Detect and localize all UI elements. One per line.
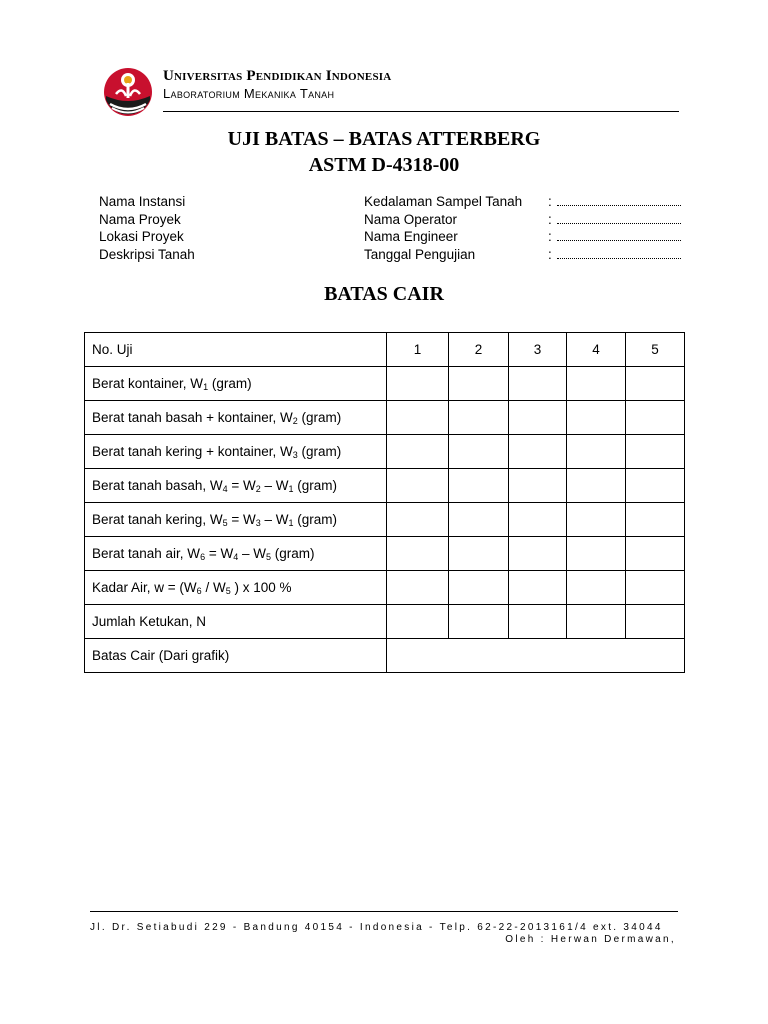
input-cell[interactable] — [509, 503, 567, 537]
final-input-cell[interactable] — [387, 639, 685, 673]
input-cell[interactable] — [387, 537, 449, 571]
subscript: 3 — [292, 450, 298, 460]
section-title: BATAS CAIR — [324, 283, 444, 305]
subscript: 5 — [225, 586, 231, 596]
subscript: 4 — [222, 484, 228, 494]
input-cell[interactable] — [567, 537, 626, 571]
header-label: No. Uji — [92, 342, 133, 357]
table-row — [85, 605, 685, 639]
input-cell[interactable] — [567, 367, 626, 401]
input-cell[interactable] — [626, 571, 685, 605]
input-cell[interactable] — [509, 571, 567, 605]
document-standard: ASTM D-4318-00 — [308, 154, 460, 176]
input-cell[interactable] — [387, 605, 449, 639]
info-row-tanggal — [364, 246, 552, 264]
input-cell[interactable] — [449, 401, 509, 435]
info-row-kedalaman — [364, 193, 552, 211]
info-row-operator — [364, 211, 552, 229]
header-test-number: 3 — [509, 333, 567, 367]
table-row — [85, 469, 685, 503]
input-cell[interactable] — [509, 401, 567, 435]
subscript: 5 — [266, 552, 272, 562]
row-label-part: (gram) — [271, 546, 315, 561]
row-label-part: – W — [238, 546, 266, 561]
input-cell[interactable] — [387, 401, 449, 435]
input-cell[interactable] — [509, 435, 567, 469]
input-cell[interactable] — [387, 503, 449, 537]
row-label-part: ) x 100 % — [230, 580, 292, 595]
input-cell[interactable] — [449, 367, 509, 401]
info-label-instansi: Nama Instansi — [99, 194, 186, 209]
row-label-part: (gram) — [293, 512, 338, 527]
input-cell[interactable] — [626, 367, 685, 401]
info-label-kedalaman: Kedalaman Sampel Tanah — [364, 194, 523, 209]
subscript: 2 — [292, 416, 298, 426]
input-cell[interactable] — [387, 469, 449, 503]
input-cell[interactable] — [387, 571, 449, 605]
final-row-label: Batas Cair (Dari grafik) — [92, 648, 230, 663]
row-label: Berat kontainer, W — [92, 376, 204, 391]
row-label: Berat tanah air, W — [92, 546, 201, 561]
input-cell[interactable] — [449, 503, 509, 537]
info-left-group — [99, 193, 195, 264]
header-test-number: 2 — [449, 333, 509, 367]
info-label-operator: Nama Operator — [364, 211, 458, 227]
row-label-cell — [85, 605, 387, 639]
row-label: Berat tanah basah + kontainer, W — [92, 410, 293, 425]
header-divider — [163, 111, 679, 112]
table-row — [85, 537, 685, 571]
footer-address: Jl. Dr. Setiabudi 229 - Bandung 40154 - Indonesia - Telp. 62-22-2013161/4 ext. 34044 — [90, 922, 663, 933]
info-label-engineer: Nama Engineer — [364, 229, 458, 245]
input-cell[interactable] — [567, 469, 626, 503]
input-cell[interactable] — [626, 435, 685, 469]
fill-in-line-kedalaman[interactable] — [557, 205, 681, 206]
info-label-lokasi: Lokasi Proyek — [99, 229, 184, 245]
row-label-cell — [85, 503, 387, 537]
info-colon: : — [548, 211, 552, 227]
info-label-tanggal: Tanggal Pengujian — [364, 247, 476, 263]
table-row-final — [85, 639, 685, 673]
final-row-label-cell — [85, 639, 387, 673]
input-cell[interactable] — [509, 537, 567, 571]
row-label-cell — [85, 401, 387, 435]
input-cell[interactable] — [509, 469, 567, 503]
info-right-group — [364, 193, 552, 264]
row-label-part: (gram) — [297, 444, 342, 459]
fill-in-line-engineer[interactable] — [557, 240, 681, 241]
input-cell[interactable] — [509, 367, 567, 401]
subscript: 4 — [233, 552, 239, 562]
input-cell[interactable] — [449, 469, 509, 503]
subscript: 1 — [203, 382, 209, 392]
row-label: Berat tanah kering, W — [92, 512, 223, 527]
input-cell[interactable] — [567, 401, 626, 435]
row-label: Jumlah Ketukan, N — [92, 614, 207, 629]
input-cell[interactable] — [626, 605, 685, 639]
row-label-cell — [85, 435, 387, 469]
info-label-deskripsi: Deskripsi Tanah — [99, 247, 195, 263]
footer-divider — [90, 911, 678, 912]
laboratory-name: Laboratorium Mekanika Tanah — [163, 86, 335, 101]
input-cell[interactable] — [449, 605, 509, 639]
document-title: UJI BATAS – BATAS ATTERBERG — [227, 128, 541, 150]
header-test-number: 1 — [387, 333, 449, 367]
input-cell[interactable] — [449, 537, 509, 571]
input-cell[interactable] — [626, 537, 685, 571]
row-label-part: = W — [205, 546, 234, 561]
header-test-number: 5 — [626, 333, 685, 367]
row-label-part: = W — [227, 478, 256, 493]
subscript: 6 — [196, 586, 202, 596]
row-label-part: / W — [201, 580, 226, 595]
row-label-cell — [85, 537, 387, 571]
subscript: 1 — [288, 518, 294, 528]
table-row — [85, 503, 685, 537]
fill-in-line-operator[interactable] — [557, 223, 681, 224]
row-label-part: – W — [260, 478, 289, 493]
row-label-cell — [85, 571, 387, 605]
liquid-limit-table — [84, 332, 685, 673]
row-label-part: (gram) — [293, 478, 338, 493]
input-cell[interactable] — [626, 401, 685, 435]
info-colon: : — [548, 229, 552, 245]
university-logo — [102, 66, 154, 118]
table-header-row — [85, 333, 685, 367]
subscript: 1 — [288, 484, 294, 494]
input-cell[interactable] — [567, 503, 626, 537]
row-label: Kadar Air, w = (W — [92, 580, 197, 595]
subscript: 6 — [200, 552, 206, 562]
header-test-number: 4 — [567, 333, 626, 367]
input-cell[interactable] — [626, 503, 685, 537]
input-cell[interactable] — [387, 367, 449, 401]
table-row — [85, 367, 685, 401]
info-colon: : — [548, 194, 552, 209]
row-label-cell — [85, 469, 387, 503]
info-label-proyek: Nama Proyek — [99, 211, 181, 227]
input-cell[interactable] — [567, 571, 626, 605]
subscript: 2 — [255, 484, 261, 494]
input-cell[interactable] — [387, 435, 449, 469]
row-label-part: = W — [227, 512, 256, 527]
input-cell[interactable] — [567, 605, 626, 639]
input-cell[interactable] — [626, 469, 685, 503]
table-row — [85, 435, 685, 469]
table-row — [85, 401, 685, 435]
row-label-part: (gram) — [208, 376, 252, 391]
university-name: Universitas Pendidikan Indonesia — [163, 68, 392, 84]
row-label: Berat tanah kering + kontainer, W — [92, 444, 293, 459]
input-cell[interactable] — [567, 435, 626, 469]
footer-author: Oleh : Herwan Dermawan, — [505, 934, 676, 945]
input-cell[interactable] — [509, 605, 567, 639]
subscript: 3 — [255, 518, 261, 528]
info-colon: : — [548, 247, 552, 263]
fill-in-line-tanggal[interactable] — [557, 258, 681, 259]
row-label-part: – W — [260, 512, 289, 527]
row-label-cell — [85, 367, 387, 401]
header-label-cell — [85, 333, 387, 367]
table-row — [85, 571, 685, 605]
row-label-part: (gram) — [297, 410, 342, 425]
row-label: Berat tanah basah, W — [92, 478, 223, 493]
input-cell[interactable] — [449, 571, 509, 605]
subscript: 5 — [222, 518, 228, 528]
input-cell[interactable] — [449, 435, 509, 469]
info-row-engineer — [364, 228, 552, 246]
